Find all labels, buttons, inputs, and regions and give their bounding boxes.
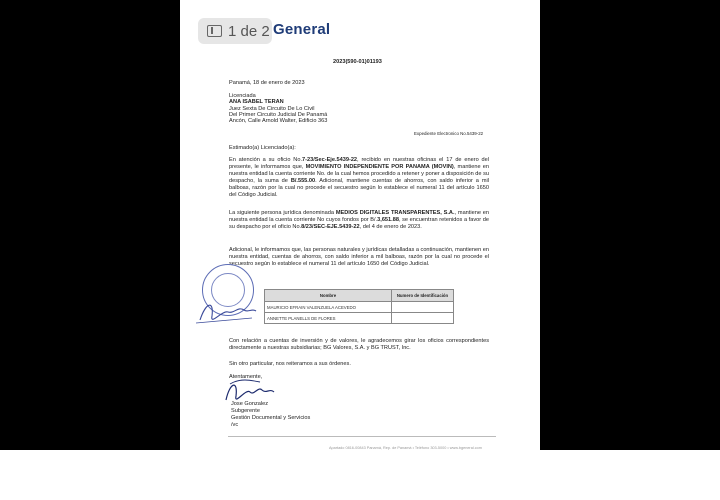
signer-title: Subgerente <box>231 408 260 414</box>
table-header-name: Nombre <box>265 290 392 302</box>
page-indicator-text: 1 de 2 <box>228 22 270 40</box>
table-row <box>265 302 454 313</box>
footer-contact: Apartado 0816-00843 Panamá, Rep. de Panamá • Teléfono 303-5000 • www.bgeneral.com <box>329 446 482 450</box>
page-thumbnails-icon[interactable] <box>207 25 222 37</box>
table-row <box>265 313 454 324</box>
recipient-name: ANA ISABEL TERAN <box>229 99 284 105</box>
table-cell-id <box>392 313 454 324</box>
table-cell-name: ANNETTE PLANELLS DE FLORES <box>265 313 392 324</box>
page-gap <box>0 450 720 500</box>
recipient-salutation: Licenciada <box>229 93 256 99</box>
page-indicator[interactable] <box>198 18 272 44</box>
table-header-row <box>265 290 454 302</box>
expediente-number: Expediente Electronico No.5439-22 <box>414 131 484 136</box>
closing: Atentamente, <box>229 374 263 380</box>
greeting: Estimado(a) Licenciado(a): <box>229 145 296 151</box>
persons-table <box>264 289 454 324</box>
bank-logo-text: General <box>273 21 331 38</box>
date-line: Panamá, 18 de enero de 2023 <box>229 80 305 86</box>
paragraph-1: En atención a su oficio No.7-23/Sec-Eje.5439-22, recibido en nuestras oficinas el 17 de enero del presente, le informamos que, MOVIMIENTO INDEPENDIENTE POR PANAMA (MOVIN), mantiene en nuestra entidad la cuenta corriente No. de la cual hemos procedido a retener y poner a disposición de su despacho, la suma de B/.555.00. Adicional, mantiene cuentas de ahorros, con saldo inferior a mil balboas, razón por la cual no procede el secuestro según lo establece el numeral 11 del artículo 1650 del Código Judicial. <box>229 157 490 198</box>
table-cell-id <box>392 302 454 313</box>
recipient-line3: Ancón, Calle Arnold Walter, Edificio 363 <box>229 118 328 124</box>
footer-divider <box>228 436 496 437</box>
signer-department: Gestión Documental y Servicios <box>231 415 311 421</box>
signer-initials: /vc <box>231 422 239 428</box>
table-cell-name: MAURICIO EFRAIN VALENZUELA ACEVEDO <box>265 302 392 313</box>
paragraph-2: La siguiente persona jurídica denominada MEDIOS DIGITALES TRANSPARENTES, S.A., mantiene en nuestra entidad la cuenta corriente No cuyos fondos por B/.3,651.88, se encuentran retenidos a favor de su despacho por el oficio No.8/23/SEC-EJE.5439-22, del 4 de enero de 2023. <box>229 210 490 230</box>
recipient-line1: Juez Sexta De Circuito De Lo Civil <box>229 106 315 112</box>
handwritten-signature-left <box>192 292 262 332</box>
reference-number: 2023(590-01)01193 <box>333 59 382 65</box>
recipient-line2: Del Primer Circuito Judicial De Panamá <box>229 112 328 118</box>
paragraph-5: Sin otro particular, nos reiteramos a sus órdenes. <box>229 361 351 367</box>
paragraph-4: Con relación a cuentas de inversión y de valores, le agradecemos girar los oficios correspondientes directamente a nuestras subsidiarias; BG Valores, S.A. y BG TRUST, Inc. <box>229 338 489 351</box>
signer-name: Jose Gonzalez <box>231 401 269 407</box>
paragraph-3: Adicional, le informamos que, las personas naturales y jurídicas detalladas a continuación, mantienen en nuestra entidad, cuentas de ahorros, con saldo inferior a mil balboas, razón por la cual no procede el secuestro según lo establece el numeral 11 del artículo 1650 del Código Judicial. <box>229 247 489 267</box>
table-header-id: Numero de Identificación <box>392 290 454 302</box>
